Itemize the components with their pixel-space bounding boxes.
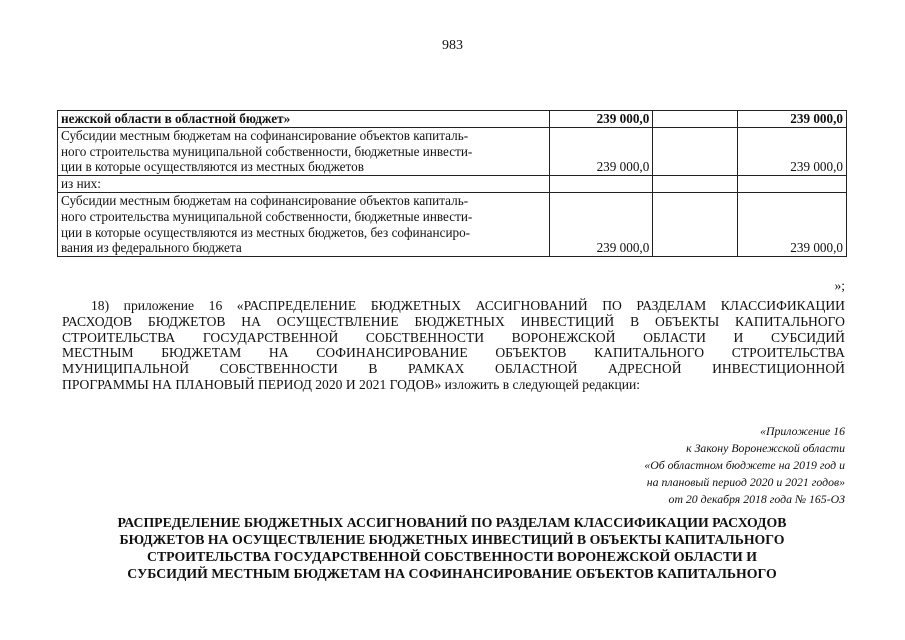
table-cell-description bbox=[58, 111, 550, 128]
document-heading bbox=[57, 514, 847, 582]
table-cell-description bbox=[58, 127, 550, 175]
heading-line: СУБСИДИЙ МЕСТНЫМ БЮДЖЕТАМ НА СОФИНАНСИРОВАНИЕ ОБЪЕКТОВ КАПИТАЛЬНОГО bbox=[127, 566, 777, 581]
budget-table bbox=[57, 110, 847, 257]
table-cell-empty bbox=[653, 192, 738, 256]
item-18-line: РАСХОДОВ БЮДЖЕТОВ НА ОСУЩЕСТВЛЕНИЕ БЮДЖЕТНЫХ ИНВЕСТИЦИЙ В ОБЪЕКТЫ КАПИТАЛЬНОГО bbox=[62, 313, 845, 329]
table-cell-value-1 bbox=[550, 176, 653, 193]
table-cell-value-1: 239 000,0 bbox=[550, 111, 653, 128]
table-cell-empty bbox=[653, 111, 738, 128]
item-18-line: СТРОИТЕЛЬСТВА ГОСУДАРСТВЕННОЙ СОБСТВЕННОСТИ ВОРОНЕЖСКОЙ ОБЛАСТИ И СУБСИДИЙ bbox=[62, 329, 845, 345]
table-cell-empty bbox=[653, 176, 738, 193]
closing-quote: »; bbox=[834, 278, 845, 293]
description-line: ции в которые осуществляются из местных бюджетов bbox=[61, 159, 364, 175]
table-cell-value-1: 239 000,0 bbox=[550, 127, 653, 175]
appendix-reference bbox=[525, 423, 845, 508]
appendix-line: «Приложение 16 bbox=[760, 424, 845, 438]
item-18-line: МЕСТНЫМ БЮДЖЕТАМ НА СОФИНАНСИРОВАНИЕ ОБЪЕКТОВ КАПИТАЛЬНОГО СТРОИТЕЛЬСТВА bbox=[62, 345, 845, 361]
table-cell-description bbox=[58, 192, 550, 256]
description-line: нежской области в областной бюджет» bbox=[61, 111, 291, 126]
table-cell-description bbox=[58, 176, 550, 193]
budget-table-body bbox=[58, 111, 847, 257]
table-row bbox=[58, 127, 847, 175]
description-line: ного строительства муниципальной собственности, бюджетные инвести- bbox=[61, 208, 473, 224]
appendix-line: «Об областном бюджете на 2019 год и bbox=[644, 458, 845, 472]
table-row bbox=[58, 192, 847, 256]
amendment-item-18 bbox=[62, 298, 845, 393]
appendix-line: от 20 декабря 2018 года № 165-ОЗ bbox=[668, 492, 845, 506]
table-cell-value-1: 239 000,0 bbox=[550, 192, 653, 256]
description-line: Субсидии местным бюджетам на софинансирование объектов капиталь- bbox=[61, 127, 469, 143]
table-cell-value-2: 239 000,0 bbox=[737, 127, 846, 175]
table-cell-value-2 bbox=[737, 176, 846, 193]
description-line: вания из федерального бюджета bbox=[61, 240, 242, 256]
description-line: ного строительства муниципальной собственности, бюджетные инвести- bbox=[61, 143, 473, 159]
item-18-line: 18) приложение 16 «РАСПРЕДЕЛЕНИЕ БЮДЖЕТНЫХ АССИГНОВАНИЙ ПО РАЗДЕЛАМ КЛАССИФИКАЦИИ bbox=[91, 298, 845, 313]
heading-line: БЮДЖЕТОВ НА ОСУЩЕСТВЛЕНИЕ БЮДЖЕТНЫХ ИНВЕСТИЦИЙ В ОБЪЕКТЫ КАПИТАЛЬНОГО bbox=[119, 532, 785, 547]
table-row bbox=[58, 111, 847, 128]
item-18-line: ПРОГРАММЫ НА ПЛАНОВЫЙ ПЕРИОД 2020 И 2021 ГОДОВ» изложить в следующей редакции: bbox=[62, 376, 641, 392]
appendix-line: к Закону Воронежской области bbox=[686, 441, 845, 455]
description-line: Субсидии местным бюджетам на софинансирование объектов капиталь- bbox=[61, 192, 469, 208]
description-line: из них: bbox=[61, 176, 101, 192]
table-cell-empty bbox=[653, 127, 738, 175]
appendix-line: на плановый период 2020 и 2021 годов» bbox=[646, 475, 845, 489]
page-number: 983 bbox=[442, 38, 463, 53]
heading-line: РАСПРЕДЕЛЕНИЕ БЮДЖЕТНЫХ АССИГНОВАНИЙ ПО РАЗДЕЛАМ КЛАССИФИКАЦИИ РАСХОДОВ bbox=[117, 515, 787, 530]
table-cell-value-2: 239 000,0 bbox=[737, 192, 846, 256]
table-row bbox=[58, 176, 847, 193]
heading-line: СТРОИТЕЛЬСТВА ГОСУДАРСТВЕННОЙ СОБСТВЕННОСТИ ВОРОНЕЖСКОЙ ОБЛАСТИ И bbox=[147, 549, 757, 564]
description-line: ции в которые осуществляются из местных бюджетов, без софинансиро- bbox=[61, 224, 471, 240]
table-cell-value-2: 239 000,0 bbox=[737, 111, 846, 128]
item-18-line: МУНИЦИПАЛЬНОЙ СОБСТВЕННОСТИ В РАМКАХ ОБЛАСТНОЙ АДРЕСНОЙ ИНВЕСТИЦИОННОЙ bbox=[62, 361, 845, 377]
